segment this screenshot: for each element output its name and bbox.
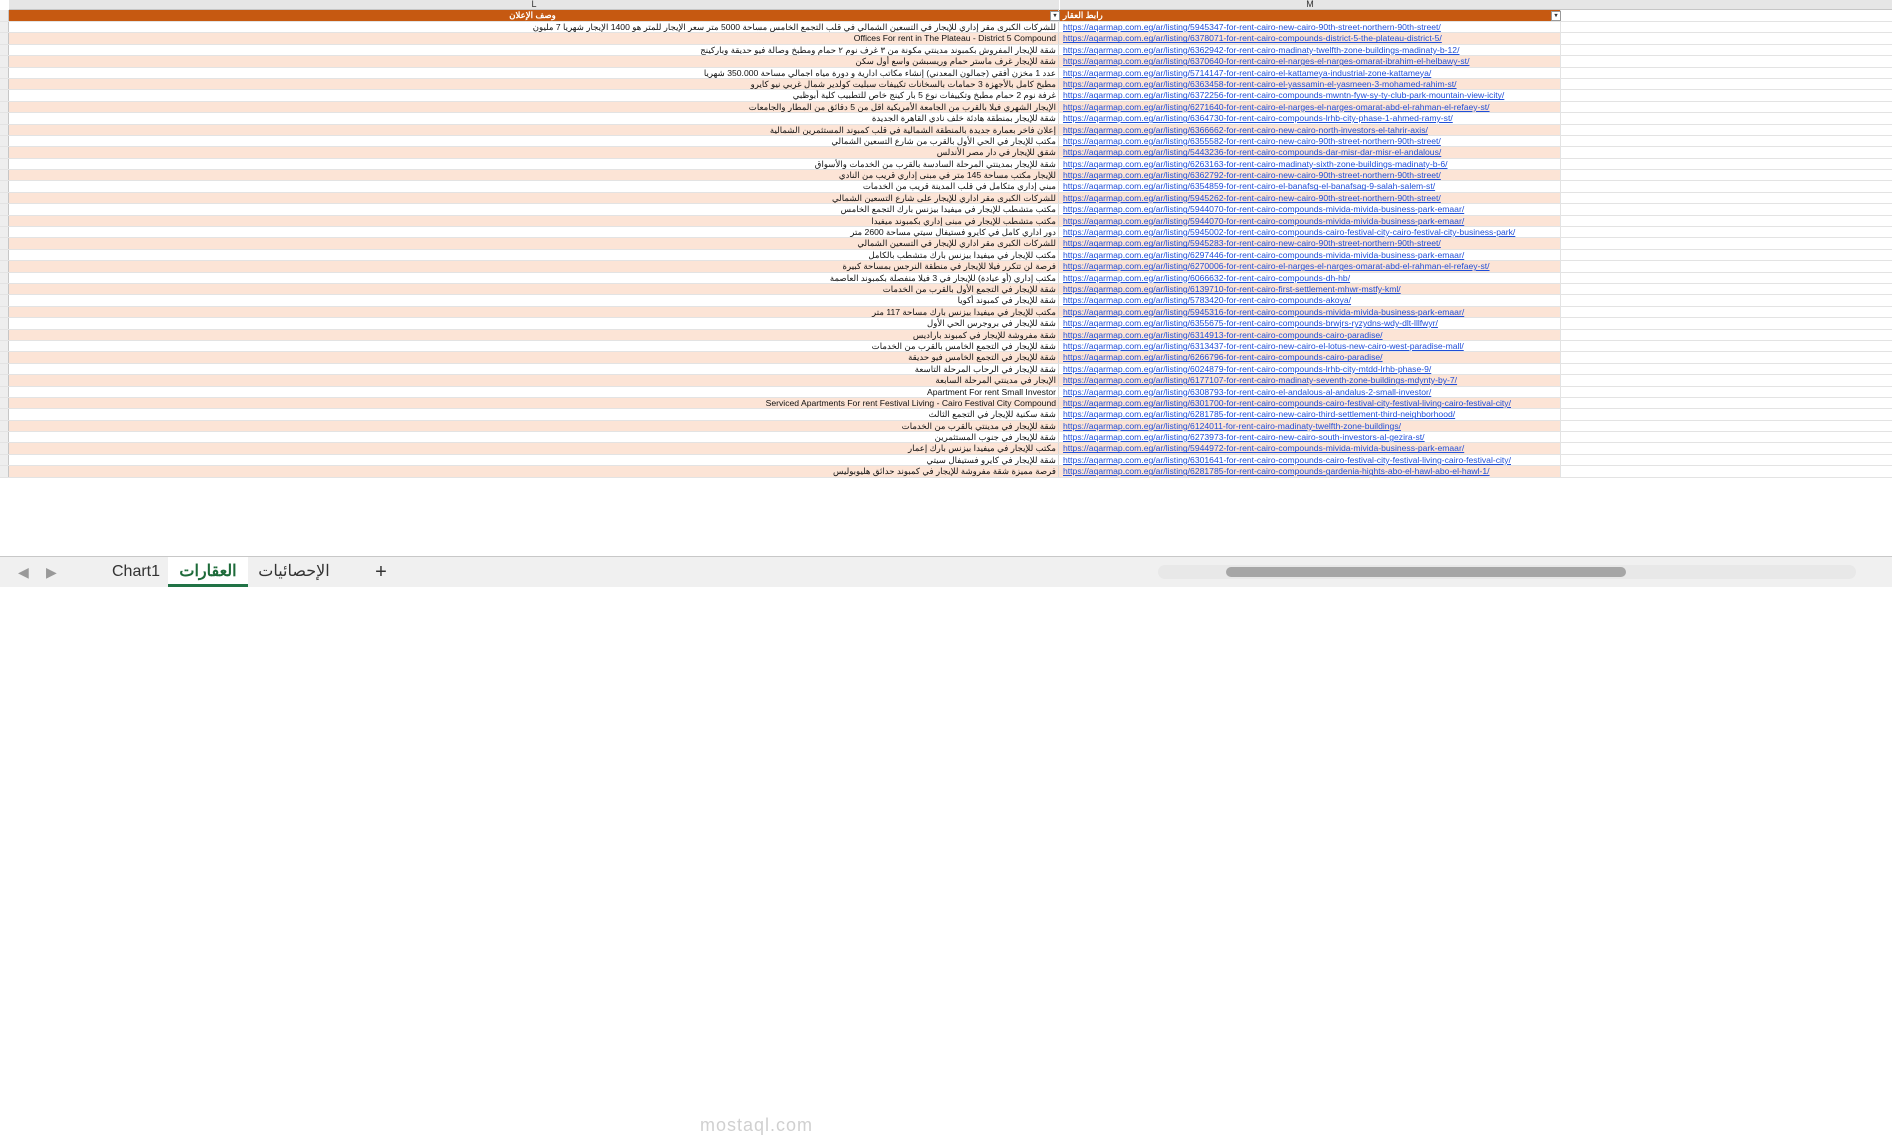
row-number[interactable] (0, 204, 9, 214)
empty-cell (1560, 33, 1892, 43)
link-cell[interactable]: https://aqarmap.com.eg/ar/listing/5944972-for-rent-cairo-compounds-mivida-mivida-business-park-emaar/ (1063, 443, 1465, 454)
table-row (0, 375, 1892, 386)
table-row (0, 238, 1892, 249)
row-number[interactable] (0, 421, 9, 431)
description-cell[interactable]: شقة سكنية للإيجار في التجمع الثالث (9, 409, 1059, 419)
link-cell[interactable]: https://aqarmap.com.eg/ar/listing/5945347-for-rent-cairo-new-cairo-90th-street-northern-90th-street/ (1063, 22, 1441, 32)
empty-cell (1560, 102, 1892, 112)
link-cell[interactable]: https://aqarmap.com.eg/ar/listing/6273973-for-rent-cairo-new-cairo-south-investors-al-gezira-st/ (1063, 432, 1425, 443)
add-sheet-button[interactable]: + (375, 561, 387, 583)
link-cell[interactable]: https://aqarmap.com.eg/ar/listing/6370640-for-rent-cairo-el-narges-el-narges-omarat-ibrahim-el-helbawy-st/ (1063, 56, 1470, 67)
description-cell[interactable]: شقة للإيجار في بروجرس الحي الأول (9, 318, 1059, 328)
link-cell[interactable]: https://aqarmap.com.eg/ar/listing/6355582-for-rent-cairo-new-cairo-90th-street-northern-90th-street/ (1063, 135, 1441, 146)
watermark: mostaql.com (700, 1115, 814, 1135)
link-cell[interactable]: https://aqarmap.com.eg/ar/listing/6139710-for-rent-cairo-first-settlement-mhwr-mstfy-kml/ (1063, 283, 1401, 294)
table-row (0, 341, 1892, 352)
row-number[interactable] (0, 432, 9, 442)
table-row (0, 352, 1892, 363)
link-cell[interactable]: https://aqarmap.com.eg/ar/listing/5945316-for-rent-cairo-compounds-mivida-mivida-business-park-emaar/ (1063, 306, 1465, 317)
column-header-blank (1560, 0, 1892, 10)
empty-cell (1560, 307, 1892, 317)
link-cell[interactable]: https://aqarmap.com.eg/ar/listing/6372256-for-rent-cairo-compounds-mwntn-fyw-sy-ty-club-park-mountain-view-icity/ (1063, 90, 1505, 101)
row-number[interactable] (0, 398, 9, 408)
row-number[interactable] (0, 466, 9, 476)
description-cell[interactable]: شقة للإيجار في كايرو فستيفال سيتي (9, 455, 1059, 465)
empty-cell (1560, 159, 1892, 169)
table-row (0, 432, 1892, 443)
empty-cell (1560, 375, 1892, 385)
scrollbar-thumb[interactable] (1226, 567, 1626, 577)
description-cell[interactable]: شقة للإيجار غرف ماستر حمام وريسبشن واسع أول سكن (9, 56, 1059, 66)
empty-cell (1560, 466, 1892, 476)
description-cell[interactable]: مكتب متشطب للإيجار في ميفيدا بيزنس بارك التجمع الخامس (9, 204, 1059, 214)
row-number[interactable] (0, 125, 9, 135)
row-number (0, 10, 9, 21)
link-cell[interactable]: https://aqarmap.com.eg/ar/listing/6364730-for-rent-cairo-compounds-lrhb-city-phase-1-ahmed-ramy-st/ (1063, 113, 1453, 124)
empty-cell (1560, 387, 1892, 397)
header-description[interactable]: وصف الإعلان (9, 10, 1059, 21)
link-cell[interactable]: https://aqarmap.com.eg/ar/listing/5944070-for-rent-cairo-compounds-mivida-mivida-business-park-emaar/ (1063, 204, 1465, 215)
link-cell[interactable]: https://aqarmap.com.eg/ar/listing/6308793-for-rent-cairo-el-andalous-al-andalus-2-small-investor/ (1063, 386, 1432, 397)
row-number[interactable] (0, 113, 9, 123)
sheet-tab-bar (0, 556, 1892, 1135)
table-row (0, 125, 1892, 136)
description-cell[interactable]: مكتب للإيجار في الحي الأول بالقرب من شارع التسعين الشمالي (9, 136, 1059, 146)
spreadsheet (0, 0, 1892, 556)
row-number[interactable] (0, 455, 9, 465)
tab-properties[interactable]: العقارات (168, 557, 248, 587)
empty-cell (1560, 443, 1892, 453)
description-cell[interactable]: شقق للإيجار في دار مصر الأندلس (9, 147, 1059, 157)
description-cell[interactable]: مكتب إداري (أو عيادة) للإيجار في 3 فيلا منفصلة بكمبوند العاصمة (9, 273, 1059, 283)
filter-dropdown-icon[interactable]: ▾ (1551, 11, 1561, 21)
table-row (0, 45, 1892, 56)
table-row (0, 318, 1892, 329)
empty-cell (1560, 250, 1892, 260)
next-sheet-icon[interactable]: ▶ (46, 564, 57, 580)
description-cell[interactable]: Apartment For rent Small Investor (9, 387, 1059, 397)
row-number[interactable] (0, 193, 9, 203)
empty-cell (1560, 295, 1892, 305)
table-row (0, 170, 1892, 181)
description-cell[interactable]: للشركات الكبرى مقر اداري للإيجار على شارع التسعين الشمالي (9, 193, 1059, 203)
empty-cell (1560, 56, 1892, 66)
link-cell[interactable]: https://aqarmap.com.eg/ar/listing/6124011-for-rent-cairo-madinaty-twelfth-zone-buildings/ (1063, 420, 1402, 431)
table-row (0, 204, 1892, 215)
row-number[interactable] (0, 443, 9, 453)
row-number[interactable] (0, 22, 9, 32)
table-row (0, 113, 1892, 124)
link-cell[interactable]: https://aqarmap.com.eg/ar/listing/5944070-for-rent-cairo-compounds-mivida-mivida-business-park-emaar/ (1063, 215, 1465, 226)
table-row (0, 455, 1892, 466)
description-cell[interactable]: للإيجار مكتب مساحة 145 متر في مبنى إداري قريب من النادي (9, 170, 1059, 180)
table-row (0, 273, 1892, 284)
table-row (0, 387, 1892, 398)
link-cell[interactable]: https://aqarmap.com.eg/ar/listing/6301641-for-rent-cairo-compounds-cairo-festival-city-festival-living-cairo-festival-city/ (1063, 454, 1511, 465)
empty-cell (1560, 79, 1892, 89)
empty-cell (1560, 216, 1892, 226)
link-cell[interactable]: https://aqarmap.com.eg/ar/listing/6354859-for-rent-cairo-el-banafsg-el-banafsag-9-salah-salem-st/ (1063, 181, 1436, 192)
table-row (0, 90, 1892, 101)
row-number[interactable] (0, 45, 9, 55)
link-cell[interactable]: https://aqarmap.com.eg/ar/listing/6263163-for-rent-cairo-madinaty-sixth-zone-buildings-madinaty-b-6/ (1063, 158, 1448, 169)
empty-cell (1560, 273, 1892, 283)
link-cell[interactable]: https://aqarmap.com.eg/ar/listing/5783420-for-rent-cairo-compounds-akoya/ (1063, 295, 1352, 306)
table-row (0, 250, 1892, 261)
empty-cell (1560, 432, 1892, 442)
row-number[interactable] (0, 102, 9, 112)
row-number[interactable] (0, 216, 9, 226)
empty-cell (1560, 398, 1892, 408)
row-number[interactable] (0, 364, 9, 374)
description-cell[interactable]: شقة مفروشة للإيجار في كمبوند باراديس (9, 330, 1059, 340)
link-cell[interactable]: https://aqarmap.com.eg/ar/listing/6177107-for-rent-cairo-madinaty-seventh-zone-buildings-mdynty-by-7/ (1063, 375, 1458, 386)
description-cell[interactable]: شقة للإيجار في جنوب المستثمرين (9, 432, 1059, 442)
link-cell[interactable]: https://aqarmap.com.eg/ar/listing/6066632-for-rent-cairo-compounds-dh-hb/ (1063, 272, 1351, 283)
description-cell[interactable]: عدد 1 مخزن أفقي (جمالون المعدني) إنشاء مكاتب ادارية و دورة مياه اجمالي مساحة 350.000 شهريا (9, 68, 1059, 78)
description-cell[interactable]: مطبخ كامل بالأجهزة 3 حمامات بالسخانات تكييفات سبليت كولدير شمال غربي نيو كايرو (9, 79, 1059, 89)
table-row (0, 136, 1892, 147)
link-cell[interactable]: https://aqarmap.com.eg/ar/listing/6297446-for-rent-cairo-compounds-mivida-mivida-business-park-emaar/ (1063, 249, 1465, 260)
description-cell[interactable]: مكتب للإيجار في ميفيدا بيزنس بارك إعمار (9, 443, 1059, 453)
table-row (0, 216, 1892, 227)
data-grid (0, 10, 1892, 478)
table-row (0, 295, 1892, 306)
table-row (0, 159, 1892, 170)
table-row (0, 227, 1892, 238)
empty-cell (1560, 68, 1892, 78)
table-row (0, 79, 1892, 90)
row-number[interactable] (0, 284, 9, 294)
link-cell[interactable]: https://aqarmap.com.eg/ar/listing/6378071-for-rent-cairo-compounds-district-5-the-plateau-district-5/ (1063, 33, 1442, 44)
empty-cell (1560, 10, 1892, 21)
link-cell[interactable]: https://aqarmap.com.eg/ar/listing/6313437-for-rent-cairo-new-cairo-el-lotus-new-cairo-west-paradise-mall/ (1063, 340, 1464, 351)
row-number[interactable] (0, 90, 9, 100)
empty-cell (1560, 455, 1892, 465)
link-cell[interactable]: https://aqarmap.com.eg/ar/listing/6362942-for-rent-cairo-madinaty-twelfth-zone-buildings-madinaty-b-12/ (1063, 44, 1460, 55)
row-number[interactable] (0, 227, 9, 237)
description-cell[interactable]: شقة للإيجار في التجمع الخامس فيو حديقة (9, 352, 1059, 362)
description-cell[interactable]: شقة للإيجار المفروش بكمبوند مدينتي مكونة من ٣ غرف نوم ٢ حمام ومطبخ وصالة فيو حديقة وباركينج (9, 45, 1059, 55)
description-cell[interactable]: شقة للإيجار في التجمع الخامس بالقرب من الخدمات (9, 341, 1059, 351)
table-row (0, 68, 1892, 79)
link-cell[interactable]: https://aqarmap.com.eg/ar/listing/6363458-for-rent-cairo-el-yassamin-el-yasmeen-3-mohamed-rahim-st/ (1063, 78, 1457, 89)
table-row (0, 409, 1892, 420)
table-row (0, 421, 1892, 432)
description-cell[interactable]: شقة للإيجار في كمبوند أكويا (9, 295, 1059, 305)
column-header-m[interactable]: M (1060, 0, 1560, 10)
description-cell[interactable]: للشركات الكبرى مقر اداري للإيجار في التسعين الشمالي (9, 238, 1059, 248)
description-cell[interactable]: مكتب للإيجار في ميفيدا بيزنس بارك مساحة 117 متر (9, 307, 1059, 317)
row-number[interactable] (0, 330, 9, 340)
description-cell[interactable]: شقة للإيجار بمنطقة هادئة خلف نادي القاهرة الجديدة (9, 113, 1059, 123)
description-cell[interactable]: مكتب متشطب للإيجار في مبنى إداري بكمبوند ميفيدا (9, 216, 1059, 226)
empty-cell (1560, 352, 1892, 362)
filter-dropdown-icon[interactable]: ▾ (1050, 11, 1060, 21)
empty-cell (1560, 261, 1892, 271)
table-row (0, 284, 1892, 295)
table-row (0, 330, 1892, 341)
tab-statistics[interactable]: الإحصائيات (258, 563, 330, 580)
empty-cell (1560, 330, 1892, 340)
link-cell[interactable]: https://aqarmap.com.eg/ar/listing/6355675-for-rent-cairo-compounds-brwjrs-ryzydns-wdy-dlt-lllfwyr/ (1063, 318, 1438, 329)
horizontal-scrollbar[interactable] (1158, 565, 1856, 579)
row-number[interactable] (0, 318, 9, 328)
description-cell[interactable]: شقة للإيجار في التجمع الأول بالقرب من الخدمات (9, 284, 1059, 294)
link-cell[interactable]: https://aqarmap.com.eg/ar/listing/5945283-for-rent-cairo-new-cairo-90th-street-northern-90th-street/ (1063, 238, 1441, 249)
empty-cell (1560, 421, 1892, 431)
link-cell[interactable]: https://aqarmap.com.eg/ar/listing/5714147-for-rent-cairo-el-kattameya-industrial-zone-kattameya/ (1063, 67, 1432, 78)
table-row (0, 443, 1892, 454)
row-number[interactable] (0, 273, 9, 283)
empty-cell (1560, 318, 1892, 328)
empty-cell (1560, 113, 1892, 123)
link-cell[interactable]: https://aqarmap.com.eg/ar/listing/6271640-for-rent-cairo-el-narges-el-narges-omarat-abd-el-rahman-el-refaey-st/ (1063, 101, 1490, 112)
empty-cell (1560, 204, 1892, 214)
description-cell[interactable]: Offices For rent in The Plateau - District 5 Compound (9, 33, 1059, 43)
row-number[interactable] (0, 147, 9, 157)
row-number[interactable] (0, 375, 9, 385)
description-cell[interactable]: دور اداري كامل في كايرو فستيفال سيتي مساحة 2600 متر (9, 227, 1059, 237)
description-cell[interactable]: شقة للإيجار في مدينتي بالقرب من الخدمات (9, 421, 1059, 431)
empty-cell (1560, 45, 1892, 55)
empty-cell (1560, 341, 1892, 351)
header-row (0, 10, 1892, 22)
empty-cell (1560, 125, 1892, 135)
empty-cell (1560, 181, 1892, 191)
table-row (0, 307, 1892, 318)
prev-sheet-icon[interactable]: ◀ (18, 564, 29, 580)
table-row (0, 466, 1892, 477)
table-row (0, 147, 1892, 158)
link-cell[interactable]: https://aqarmap.com.eg/ar/listing/5443236-for-rent-cairo-compounds-dar-misr-dar-misr-el-andalous/ (1063, 147, 1442, 158)
description-cell[interactable]: مبني إداري متكامل في قلب المدينة قريب من الخدمات (9, 181, 1059, 191)
row-number[interactable] (0, 170, 9, 180)
row-number[interactable] (0, 181, 9, 191)
empty-cell (1560, 409, 1892, 419)
row-number[interactable] (0, 68, 9, 78)
row-number[interactable] (0, 136, 9, 146)
row-number[interactable] (0, 409, 9, 419)
row-number[interactable] (0, 261, 9, 271)
link-cell[interactable]: https://aqarmap.com.eg/ar/listing/6314913-for-rent-cairo-compounds-cairo-paradise/ (1063, 329, 1383, 340)
row-number[interactable] (0, 307, 9, 317)
link-cell[interactable]: https://aqarmap.com.eg/ar/listing/6366662-for-rent-cairo-new-cairo-north-investors-el-tahrir-axis/ (1063, 124, 1428, 135)
row-number[interactable] (0, 56, 9, 66)
empty-cell (1560, 364, 1892, 374)
empty-cell (1560, 147, 1892, 157)
description-cell[interactable]: الإيجار في مدينتي المرحلة السابعة (9, 375, 1059, 385)
description-cell[interactable]: شقة للإيجار بمدينتي المرحلة السادسة بالقرب من الخدمات والأسواق (9, 159, 1059, 169)
description-cell[interactable]: فرصة مميزة شقة مفروشة للإيجار في كمبوند حدائق هليوبوليس (9, 466, 1059, 476)
description-cell[interactable]: غرفة نوم 2 حمام مطبخ وتكييفات نوع 5 بار كينج خاص للتطبيب كلية أبوظبي (9, 90, 1059, 100)
row-number[interactable] (0, 238, 9, 248)
description-cell[interactable]: الإيجار الشهري فيلا بالقرب من الجامعة الأمريكية اقل من 5 دقائق من المطار والجامعات (9, 102, 1059, 112)
empty-cell (1560, 170, 1892, 180)
table-row (0, 261, 1892, 272)
table-row (0, 193, 1892, 204)
description-cell[interactable]: إعلان فاخر بعمارة جديدة بالمنطقة الشمالية في قلب كمبوند المستثمرين الشمالية (9, 125, 1059, 135)
link-cell[interactable]: https://aqarmap.com.eg/ar/listing/6024879-for-rent-cairo-compounds-lrhb-city-mtdd-lrhb-phase-9/ (1063, 363, 1432, 374)
row-number[interactable] (0, 295, 9, 305)
description-cell[interactable]: للشركات الكبرى مقر إداري للإيجار في التسعين الشمالي في قلب التجمع الخامس مساحة 5000 متر سعر الإيجار للمتر هو 1400 الإيجار شهريا 7 مليون (9, 22, 1059, 32)
empty-cell (1560, 193, 1892, 203)
link-cell[interactable]: https://aqarmap.com.eg/ar/listing/5945002-for-rent-cairo-compounds-cairo-festival-city-cairo-festival-city-business-park/ (1063, 227, 1516, 238)
table-row (0, 102, 1892, 113)
description-cell[interactable]: شقة للإيجار في الرحاب المرحلة التاسعة (9, 364, 1059, 374)
table-row (0, 181, 1892, 192)
link-cell[interactable]: https://aqarmap.com.eg/ar/listing/6281785-for-rent-cairo-compounds-gardenia-hights-abo-el-hawl-abo-el-hawl-1/ (1063, 466, 1490, 477)
tab-chart1[interactable]: Chart1 (111, 563, 161, 580)
column-header-l[interactable]: L (9, 0, 1059, 10)
link-cell[interactable]: https://aqarmap.com.eg/ar/listing/6301700-for-rent-cairo-compounds-cairo-festival-city-festival-living-cairo-festival-city/ (1063, 397, 1511, 408)
row-number[interactable] (0, 341, 9, 351)
table-row (0, 22, 1892, 33)
table-row (0, 364, 1892, 375)
row-number[interactable] (0, 387, 9, 397)
empty-cell (1560, 90, 1892, 100)
table-row (0, 398, 1892, 409)
description-cell[interactable]: مكتب للإيجار في ميفيدا بيزنس بارك متشطب بالكامل (9, 250, 1059, 260)
row-number[interactable] (0, 250, 9, 260)
link-cell[interactable]: https://aqarmap.com.eg/ar/listing/6270006-for-rent-cairo-el-narges-el-narges-omarat-abd-el-rahman-el-refaey-st/ (1063, 261, 1490, 272)
empty-cell (1560, 284, 1892, 294)
row-number[interactable] (0, 159, 9, 169)
link-cell[interactable]: https://aqarmap.com.eg/ar/listing/6281785-for-rent-cairo-new-cairo-third-settlement-third-neighborhood/ (1063, 409, 1456, 420)
row-number[interactable] (0, 79, 9, 89)
description-cell[interactable]: Serviced Apartments For rent Festival Living - Cairo Festival City Compound (9, 398, 1059, 408)
empty-cell (1560, 22, 1892, 32)
empty-cell (1560, 238, 1892, 248)
row-number[interactable] (0, 33, 9, 43)
link-cell[interactable]: https://aqarmap.com.eg/ar/listing/5945262-for-rent-cairo-new-cairo-90th-street-northern-90th-street/ (1063, 192, 1441, 203)
description-cell[interactable]: فرصة لن تتكرر فيلا للإيجار في منطقة النرجس بمساحة كبيرة (9, 261, 1059, 271)
empty-cell (1560, 136, 1892, 146)
table-row (0, 56, 1892, 67)
table-row (0, 33, 1892, 44)
row-number[interactable] (0, 352, 9, 362)
header-link[interactable]: رابط العقار (1063, 10, 1103, 20)
link-cell[interactable]: https://aqarmap.com.eg/ar/listing/6362792-for-rent-cairo-new-cairo-90th-street-northern-90th-street/ (1063, 170, 1441, 181)
link-cell[interactable]: https://aqarmap.com.eg/ar/listing/6266796-for-rent-cairo-compounds-cairo-paradise/ (1063, 352, 1383, 363)
empty-cell (1560, 227, 1892, 237)
